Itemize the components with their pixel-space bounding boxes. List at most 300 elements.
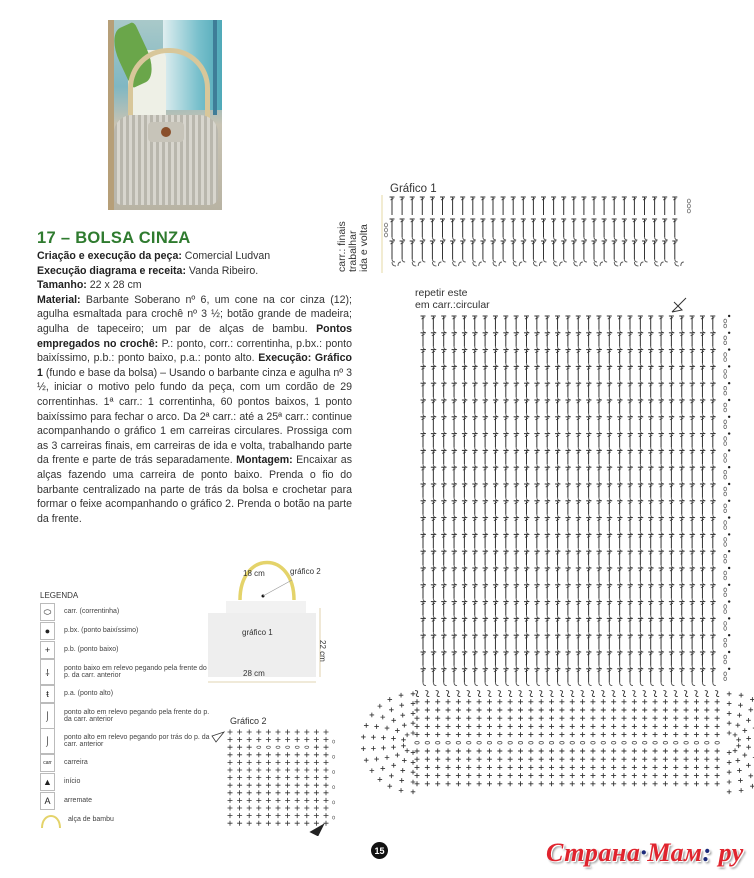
chart2-turn-chain	[332, 816, 334, 819]
chart2-single-crochet	[276, 821, 281, 826]
stitch-dc-post-hook	[544, 237, 547, 240]
chart2-single-crochet	[324, 806, 329, 811]
base-end-stitch	[385, 726, 390, 731]
base-single-crochet	[466, 732, 471, 737]
slip-stitch-dot	[728, 500, 730, 502]
assembly-text: Encaixar as alças fazendo uma carreira de ponto baixo. Prenda o fio do barbante centralizado na parte de trás da bolsa e crochetar para formar o feixe acompanhando o gráfico 2. Prenda o botão na parte da frente.	[37, 454, 352, 525]
base-single-crochet	[528, 724, 533, 729]
chart2-single-crochet	[304, 813, 309, 818]
base-single-crochet	[642, 724, 647, 729]
slip-stitch-dot	[728, 600, 730, 602]
stitch-dc-post-hook	[432, 259, 435, 262]
finish-arrow-icon: A	[40, 792, 55, 810]
chart2-single-crochet	[276, 790, 281, 795]
assembly-label: Montagem:	[236, 454, 293, 467]
base-single-crochet	[508, 757, 513, 762]
chart2-single-crochet	[314, 760, 319, 765]
chain-mark	[724, 454, 727, 458]
base-chain	[467, 742, 471, 745]
base-post-stitch	[622, 691, 626, 697]
stitch-dc-post-hook	[568, 683, 571, 686]
chart2-single-crochet	[247, 798, 252, 803]
base-single-crochet	[601, 724, 606, 729]
chart2-single-crochet	[237, 790, 242, 795]
base-single-crochet	[425, 773, 430, 778]
chain-mark	[724, 554, 727, 558]
stitch-dc-post-hook	[423, 683, 426, 686]
base-chain	[560, 742, 564, 745]
base-end-stitch	[727, 692, 732, 697]
base-post-stitch	[508, 691, 512, 697]
base-single-crochet	[590, 773, 595, 778]
base-single-crochet	[715, 757, 720, 762]
slip-stitch-dot	[728, 651, 730, 653]
chart2-single-crochet	[324, 775, 329, 780]
bag-top-width-label: 18 cm	[243, 569, 265, 578]
base-single-crochet	[415, 773, 420, 778]
base-single-crochet	[653, 724, 658, 729]
credit-label: Criação e execução da peça:	[37, 250, 182, 262]
chart2-single-crochet	[324, 798, 329, 803]
chain-mark	[724, 643, 727, 647]
base-single-crochet	[694, 708, 699, 713]
chain-mark	[724, 593, 727, 597]
base-chain	[436, 742, 440, 745]
watermark-part: ру	[718, 838, 744, 867]
stitch-dc-post-hook	[702, 683, 705, 686]
base-single-crochet	[508, 765, 513, 770]
chart2-single-crochet	[237, 752, 242, 757]
chain-mark	[724, 324, 727, 328]
base-single-crochet	[653, 708, 658, 713]
base-end-stitch	[736, 737, 741, 742]
chart2-single-crochet	[295, 730, 300, 735]
base-single-crochet	[611, 749, 616, 754]
chain-mark	[724, 391, 727, 395]
chart2-single-crochet	[228, 768, 233, 773]
base-single-crochet	[684, 757, 689, 762]
base-single-crochet	[580, 732, 585, 737]
base-single-crochet	[528, 781, 533, 786]
base-single-crochet	[518, 773, 523, 778]
base-end-stitch	[746, 763, 751, 768]
base-single-crochet	[456, 732, 461, 737]
chain-mark	[724, 605, 727, 609]
stitch-dc-post-hook	[493, 237, 496, 240]
base-single-crochet	[477, 765, 482, 770]
chart2-single-crochet	[304, 775, 309, 780]
base-chain	[570, 742, 574, 745]
chart2-single-crochet	[247, 745, 252, 750]
chain-mark	[724, 492, 727, 496]
base-end-stitch	[405, 748, 410, 753]
credit-line	[37, 264, 352, 279]
chart2-single-crochet	[285, 768, 290, 773]
stitch-dc-post-hook	[392, 259, 395, 262]
base-single-crochet	[559, 724, 564, 729]
slip-stitch-dot	[728, 382, 730, 384]
chain-mark	[724, 442, 727, 446]
base-single-crochet	[528, 765, 533, 770]
base-single-crochet	[704, 749, 709, 754]
material-label: Material:	[37, 293, 81, 306]
base-single-crochet	[580, 773, 585, 778]
base-single-crochet	[456, 708, 461, 713]
base-end-stitch	[411, 790, 416, 795]
base-single-crochet	[518, 781, 523, 786]
legend-item	[40, 729, 210, 753]
base-single-crochet	[684, 716, 689, 721]
base-chain	[549, 742, 553, 745]
slip-stitch-dot	[728, 449, 730, 451]
base-end-stitch	[399, 703, 404, 708]
base-end-stitch	[370, 768, 375, 773]
chain-mark	[724, 538, 727, 542]
base-chain	[456, 742, 460, 745]
base-end-stitch	[746, 736, 751, 741]
slip-stitch-dot	[728, 617, 730, 619]
base-single-crochet	[590, 749, 595, 754]
chart1-side-label	[337, 221, 370, 272]
legend-item	[40, 792, 210, 810]
stitch-dc-post-hook	[453, 259, 456, 262]
chart2-single-crochet	[314, 821, 319, 826]
base-end-stitch	[361, 746, 366, 751]
base-single-crochet	[653, 699, 658, 704]
base-end-stitch	[727, 760, 732, 765]
stitch-dc-post-hook	[392, 237, 395, 240]
base-end-stitch	[364, 723, 369, 728]
chart2-single-crochet	[304, 760, 309, 765]
base-end-stitch	[391, 763, 396, 768]
chart2-chain	[266, 746, 270, 748]
chart2-turn-chain	[332, 755, 334, 758]
base-single-crochet	[704, 699, 709, 704]
base-single-crochet	[663, 781, 668, 786]
bag-bottom-width-label: 28 cm	[243, 669, 265, 678]
base-single-crochet	[466, 699, 471, 704]
stitch-dc-post-hook	[665, 259, 668, 262]
chart2-single-crochet	[324, 730, 329, 735]
stitch-dc-post-hook	[584, 237, 587, 240]
chart2-single-crochet	[324, 790, 329, 795]
chain-mark	[724, 358, 727, 362]
base-single-crochet	[466, 749, 471, 754]
stitch-dc-post-hook	[640, 683, 643, 686]
chart2-single-crochet	[276, 783, 281, 788]
chain-mark	[724, 677, 727, 681]
base-single-crochet	[446, 781, 451, 786]
base-single-crochet	[673, 708, 678, 713]
size-label: Tamanho:	[37, 279, 87, 292]
chart2-single-crochet	[276, 806, 281, 811]
execution-label: Execução: Gráfico 1	[37, 352, 352, 379]
base-end-stitch	[400, 713, 405, 718]
base-post-stitch	[467, 691, 471, 697]
base-post-stitch	[519, 691, 523, 697]
base-single-crochet	[539, 773, 544, 778]
base-single-crochet	[684, 773, 689, 778]
base-single-crochet	[570, 781, 575, 786]
base-single-crochet	[622, 781, 627, 786]
base-single-crochet	[435, 757, 440, 762]
chart2-single-crochet	[295, 760, 300, 765]
base-single-crochet	[694, 765, 699, 770]
base-single-crochet	[497, 732, 502, 737]
base-chain	[694, 742, 698, 745]
base-chain	[663, 742, 667, 745]
base-single-crochet	[663, 765, 668, 770]
credit-value: Vanda Ribeiro.	[185, 264, 259, 277]
stitch-dc-post-hook	[464, 683, 467, 686]
chart2-single-crochet	[256, 752, 261, 757]
stitch-dc-post-hook	[634, 237, 637, 240]
row-marker-icon: carr	[40, 754, 55, 772]
chart2-single-crochet	[314, 783, 319, 788]
chart2-single-crochet	[304, 798, 309, 803]
base-single-crochet	[487, 699, 492, 704]
chart2-single-crochet	[237, 806, 242, 811]
base-single-crochet	[539, 699, 544, 704]
stitch-dc-post-hook	[454, 683, 457, 686]
base-end-stitch	[361, 735, 366, 740]
chart2-single-crochet	[285, 790, 290, 795]
chain-mark	[724, 543, 727, 547]
base-single-crochet	[477, 708, 482, 713]
base-end-stitch	[380, 715, 385, 720]
chart2-single-crochet	[247, 730, 252, 735]
chart2-single-crochet	[324, 737, 329, 742]
photo-edge	[108, 20, 114, 210]
chain-mark	[724, 559, 727, 563]
base-post-stitch	[560, 691, 564, 697]
chain-mark	[724, 638, 727, 642]
base-single-crochet	[497, 765, 502, 770]
base-single-crochet	[508, 781, 513, 786]
base-single-crochet	[518, 757, 523, 762]
legend-item-label: início	[64, 778, 81, 786]
stitch-dc-post-hook	[574, 259, 577, 262]
base-single-crochet	[570, 749, 575, 754]
chain-mark	[724, 521, 727, 525]
base-end-stitch	[727, 711, 732, 716]
base-single-crochet	[456, 699, 461, 704]
base-chain	[601, 742, 605, 745]
stitch-dc-post-hook	[630, 683, 633, 686]
base-chain	[539, 742, 543, 745]
base-single-crochet	[611, 708, 616, 713]
stitch-dc-post-hook	[453, 237, 456, 240]
stitch-dc-post-hook	[665, 237, 668, 240]
base-single-crochet	[508, 716, 513, 721]
base-single-crochet	[601, 732, 606, 737]
base-end-stitch	[727, 770, 732, 775]
chart2-single-crochet	[314, 806, 319, 811]
base-post-stitch	[581, 691, 585, 697]
chart2-single-crochet	[285, 760, 290, 765]
base-single-crochet	[477, 716, 482, 721]
stitch-dc-post-hook	[620, 683, 623, 686]
base-single-crochet	[632, 724, 637, 729]
base-chain	[580, 742, 584, 745]
chain-mark	[688, 209, 691, 213]
base-end-stitch	[399, 788, 404, 793]
base-single-crochet	[497, 757, 502, 762]
chart2-single-crochet	[295, 806, 300, 811]
base-single-crochet	[446, 757, 451, 762]
chart2-single-crochet	[256, 768, 261, 773]
base-single-crochet	[466, 716, 471, 721]
base-post-stitch	[705, 691, 709, 697]
base-single-crochet	[446, 732, 451, 737]
base-single-crochet	[456, 716, 461, 721]
base-end-stitch	[399, 778, 404, 783]
base-single-crochet	[508, 773, 513, 778]
chart2-single-crochet	[266, 752, 271, 757]
base-single-crochet	[446, 716, 451, 721]
photo-pole	[213, 20, 217, 115]
base-single-crochet	[456, 781, 461, 786]
base-single-crochet	[487, 765, 492, 770]
base-single-crochet	[653, 716, 658, 721]
bag-body-panel	[208, 613, 316, 677]
stitch-dc-post-hook	[675, 237, 678, 240]
base-end-stitch	[742, 728, 747, 733]
base-single-crochet	[611, 773, 616, 778]
base-single-crochet	[435, 716, 440, 721]
stitch-post-curl	[513, 262, 522, 266]
chart2-chain	[257, 746, 261, 748]
base-single-crochet	[435, 765, 440, 770]
chain-mark	[724, 353, 727, 357]
stitch-dc-post-hook	[443, 259, 446, 262]
base-single-crochet	[694, 757, 699, 762]
base-single-crochet	[528, 708, 533, 713]
base-single-crochet	[611, 757, 616, 762]
stitch-dc-post-hook	[634, 259, 637, 262]
base-single-crochet	[570, 708, 575, 713]
stitch-dc-post-hook	[463, 259, 466, 262]
base-single-crochet	[446, 699, 451, 704]
base-single-crochet	[694, 732, 699, 737]
base-single-crochet	[632, 732, 637, 737]
base-single-crochet	[487, 708, 492, 713]
base-single-crochet	[694, 724, 699, 729]
stitch-dc-post-hook	[578, 683, 581, 686]
base-single-crochet	[642, 699, 647, 704]
base-end-stitch	[411, 770, 416, 775]
base-single-crochet	[466, 708, 471, 713]
base-end-stitch	[395, 728, 400, 733]
chart2-single-crochet	[228, 783, 233, 788]
chart2-single-crochet	[237, 745, 242, 750]
chart2-single-crochet	[304, 768, 309, 773]
chart2-chain	[286, 746, 290, 748]
base-single-crochet	[590, 765, 595, 770]
base-end-stitch	[739, 788, 744, 793]
base-single-crochet	[694, 773, 699, 778]
chart2-single-crochet	[324, 760, 329, 765]
base-single-crochet	[425, 724, 430, 729]
legend-item	[40, 773, 210, 791]
base-single-crochet	[570, 724, 575, 729]
base-single-crochet	[653, 781, 658, 786]
base-single-crochet	[715, 708, 720, 713]
base-single-crochet	[549, 699, 554, 704]
chart2-single-crochet	[304, 790, 309, 795]
base-end-stitch	[387, 784, 392, 789]
chain-mark	[724, 504, 727, 508]
chart2-single-crochet	[228, 798, 233, 803]
base-end-stitch	[399, 693, 404, 698]
stitch-dc-post-hook	[483, 259, 486, 262]
legend-item-label: p.b. (ponto baixo)	[64, 646, 119, 654]
watermark-dot: ·	[640, 838, 648, 867]
chart2-single-crochet	[276, 768, 281, 773]
material-text: Barbante Soberano nº 6, um cone na cor cinza (12); agulha esmaltada para crochê nº 3 ½; botão grande de madeira; agulha de tapeceiro; um par de alças de bambu.	[37, 293, 352, 335]
credit-value: Comercial Ludvan	[181, 250, 271, 262]
base-single-crochet	[477, 757, 482, 762]
stitch-dc-post-hook	[574, 237, 577, 240]
base-single-crochet	[549, 732, 554, 737]
chart2-single-crochet	[285, 798, 290, 803]
base-single-crochet	[570, 699, 575, 704]
chain-mark	[724, 375, 727, 379]
slip-stitch-dot-icon: ●	[40, 622, 55, 640]
base-single-crochet	[590, 716, 595, 721]
chain-mark	[724, 336, 727, 340]
base-single-crochet	[663, 732, 668, 737]
base-end-stitch	[371, 746, 376, 751]
stitch-dc-post-hook	[422, 259, 425, 262]
base-single-crochet	[477, 749, 482, 754]
base-single-crochet	[642, 708, 647, 713]
chart2-single-crochet	[247, 768, 252, 773]
base-single-crochet	[684, 781, 689, 786]
base-single-crochet	[704, 732, 709, 737]
base-single-crochet	[590, 732, 595, 737]
base-single-crochet	[694, 781, 699, 786]
base-single-crochet	[632, 708, 637, 713]
base-chain	[653, 742, 657, 745]
stitch-dc-post-hook	[614, 259, 617, 262]
stitch-dc-post-hook	[493, 259, 496, 262]
base-end-stitch	[737, 713, 742, 718]
chart2-single-crochet	[266, 760, 271, 765]
base-chain	[705, 742, 709, 745]
base-end-stitch	[736, 744, 741, 749]
base-single-crochet	[622, 724, 627, 729]
base-single-crochet	[528, 757, 533, 762]
stitch-dc-post-hook	[523, 237, 526, 240]
base-single-crochet	[570, 732, 575, 737]
slip-stitch-dot	[728, 567, 730, 569]
chart2-single-crochet	[314, 798, 319, 803]
front-post-double-crochet-icon: ⌡	[40, 703, 55, 729]
stitch-dc-post-hook	[412, 259, 415, 262]
base-single-crochet	[632, 757, 637, 762]
base-single-crochet	[611, 732, 616, 737]
base-single-crochet	[570, 757, 575, 762]
base-end-stitch	[727, 780, 732, 785]
chart2-single-crochet	[324, 752, 329, 757]
base-single-crochet	[456, 757, 461, 762]
base-end-stitch	[411, 692, 416, 697]
side-label-line: ida e volta	[358, 224, 370, 272]
stitch-dc-post-hook	[645, 237, 648, 240]
base-single-crochet	[466, 765, 471, 770]
chart2-single-crochet	[285, 813, 290, 818]
